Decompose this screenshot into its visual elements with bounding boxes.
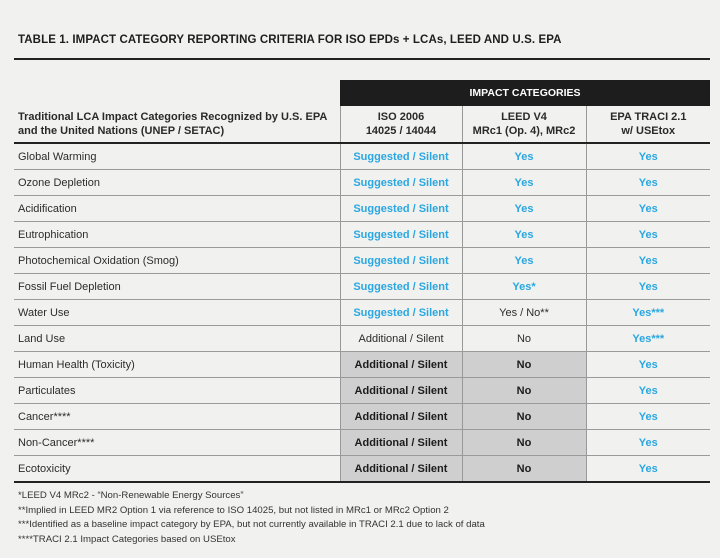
iso-header-line1: ISO 2006 [377,111,425,123]
table-title: TABLE 1. IMPACT CATEGORY REPORTING CRITERIA FOR ISO EPDs + LCAs, LEED AND U.S. EPA [18,34,562,46]
iso-cell: Additional / Silent [340,352,462,378]
category-cell: Photochemical Oxidation (Smog) [14,248,340,274]
epa-cell: Yes [586,143,710,170]
leed-cell: Yes [462,248,586,274]
epa-cell: Yes [586,404,710,430]
category-cell: Global Warming [14,143,340,170]
leed-header-line1: LEED V4 [501,111,547,123]
iso-cell: Suggested / Silent [340,300,462,326]
category-cell: Acidification [14,196,340,222]
table-row [14,222,710,248]
leed-cell: Yes / No** [462,300,586,326]
table-row [14,326,710,352]
category-column-header [14,106,340,143]
table-row [14,352,710,378]
epa-cell: Yes [586,196,710,222]
impact-categories-band [14,80,710,106]
leed-cell: Yes [462,143,586,170]
leed-cell: Yes* [462,274,586,300]
epa-header-line1: EPA TRACI 2.1 [610,111,687,123]
category-cell: Human Health (Toxicity) [14,352,340,378]
table-row [14,196,710,222]
leed-cell: No [462,456,586,483]
table-body [14,143,710,482]
category-cell: Land Use [14,326,340,352]
category-cell: Ecotoxicity [14,456,340,483]
iso-cell: Additional / Silent [340,404,462,430]
category-header-line2: and the United Nations (UNEP / SETAC) [18,125,225,137]
table-row [14,378,710,404]
category-cell: Ozone Depletion [14,170,340,196]
leed-cell: No [462,404,586,430]
footnote: ***Identified as a baseline impact category by EPA, but not currently available in TRACI 2.1 due to lack of data [18,519,485,530]
leed-column-header [462,106,586,143]
category-cell: Cancer**** [14,404,340,430]
leed-cell: No [462,352,586,378]
epa-cell: Yes*** [586,326,710,352]
epa-cell: Yes [586,378,710,404]
table-row [14,456,710,483]
table-row [14,143,710,170]
leed-cell: No [462,378,586,404]
iso-header-line2: 14025 / 14044 [365,125,437,137]
footnote: ****TRACI 2.1 Impact Categories based on USEtox [18,533,236,545]
table-row [14,404,710,430]
column-header-row [14,106,710,143]
footnote: **Implied in LEED MR2 Option 1 via reference to ISO 14025, but not listed in MRc1 or MRc2 Option 2 [18,504,449,516]
epa-cell: Yes [586,456,710,483]
iso-cell: Additional / Silent [340,326,462,352]
category-cell: Non-Cancer**** [14,430,340,456]
iso-cell: Additional / Silent [340,378,462,404]
epa-cell: Yes [586,430,710,456]
leed-cell: No [462,430,586,456]
iso-cell: Suggested / Silent [340,248,462,274]
epa-cell: Yes*** [586,300,710,326]
iso-cell: Suggested / Silent [340,274,462,300]
category-cell: Fossil Fuel Depletion [14,274,340,300]
epa-cell: Yes [586,248,710,274]
footnotes [18,489,485,547]
band-spacer [14,80,340,106]
title-rule [14,58,710,60]
iso-cell: Additional / Silent [340,430,462,456]
iso-cell: Suggested / Silent [340,143,462,170]
table-row [14,170,710,196]
epa-cell: Yes [586,274,710,300]
epa-cell: Yes [586,352,710,378]
impact-categories-heading: IMPACT CATEGORIES [340,80,710,106]
epa-cell: Yes [586,170,710,196]
category-cell: Particulates [14,378,340,404]
table-row [14,430,710,456]
iso-cell: Additional / Silent [340,456,462,483]
iso-cell: Suggested / Silent [340,170,462,196]
footnote: *LEED V4 MRc2 - “Non-Renewable Energy Sources” [18,490,244,501]
epa-column-header [586,106,710,143]
iso-cell: Suggested / Silent [340,196,462,222]
category-cell: Eutrophication [14,222,340,248]
table-row [14,274,710,300]
impact-category-table [14,80,710,483]
table-row [14,300,710,326]
epa-header-line2: w/ USEtox [621,125,676,137]
leed-cell: No [462,326,586,352]
iso-column-header [340,106,462,143]
table-row [14,248,710,274]
category-header-line1: Traditional LCA Impact Categories Recognized by U.S. EPA [18,111,328,123]
iso-cell: Suggested / Silent [340,222,462,248]
leed-cell: Yes [462,196,586,222]
leed-cell: Yes [462,170,586,196]
leed-cell: Yes [462,222,586,248]
category-cell: Water Use [14,300,340,326]
epa-cell: Yes [586,222,710,248]
leed-header-line2: MRc1 (Op. 4), MRc2 [472,125,576,137]
